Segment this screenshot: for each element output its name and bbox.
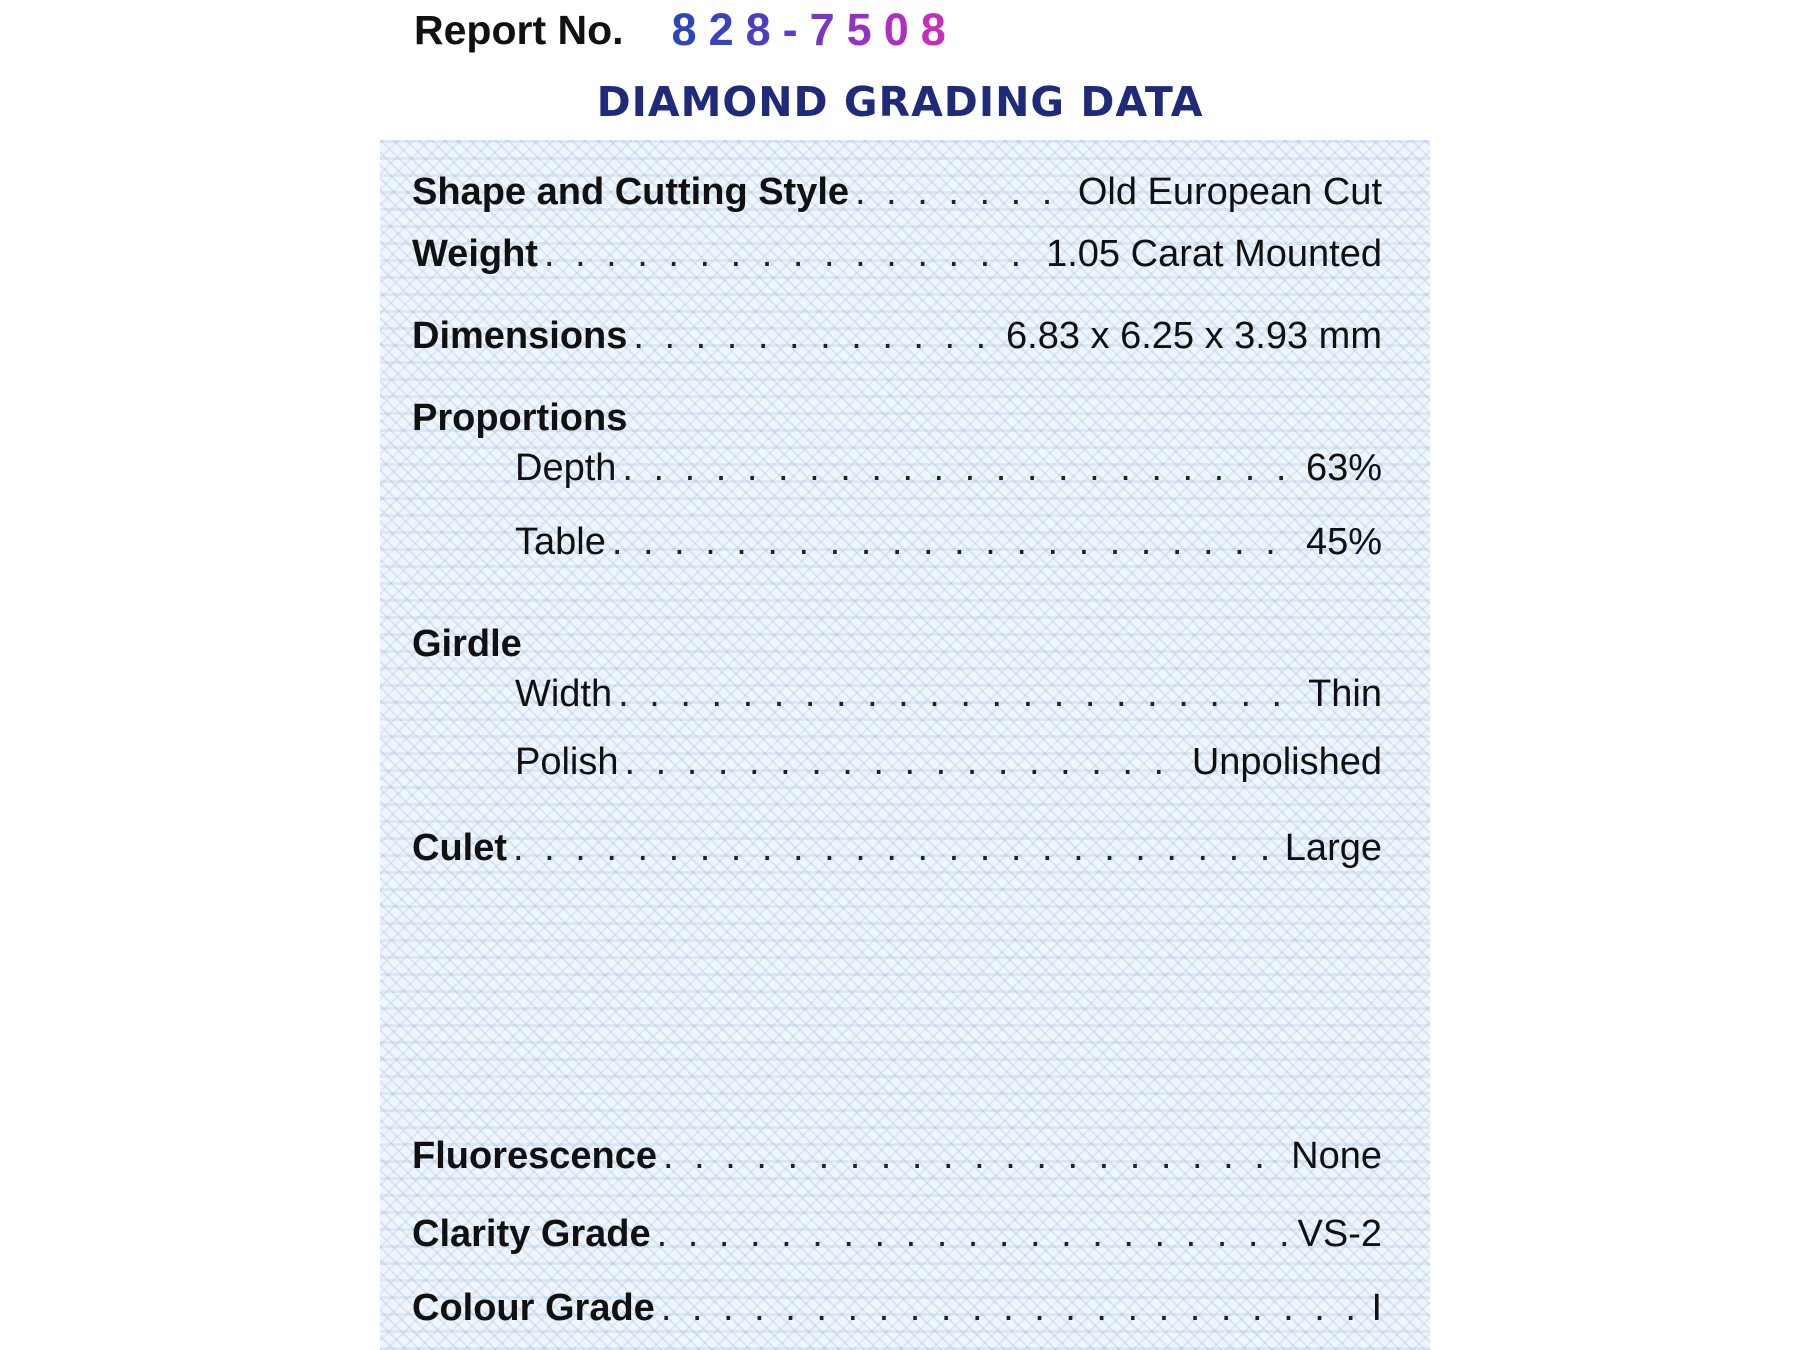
report-digit: - bbox=[782, 4, 810, 55]
report-number-value bbox=[672, 4, 958, 56]
field-label: Table bbox=[515, 521, 606, 563]
field-value: VS-2 bbox=[1297, 1213, 1382, 1255]
field-value: Old European Cut bbox=[1077, 171, 1382, 213]
field-label: Dimensions bbox=[412, 315, 628, 357]
page-title: DIAMOND GRADING DATA bbox=[596, 78, 1204, 126]
field-row-shape bbox=[412, 166, 1382, 218]
field-label: Culet bbox=[412, 827, 507, 869]
field-value: 1.05 Carat Mounted bbox=[1046, 233, 1382, 275]
field-row-clarity bbox=[412, 1208, 1382, 1260]
field-row-width bbox=[412, 668, 1382, 720]
field-label: Width bbox=[515, 673, 613, 715]
leader-dots bbox=[633, 310, 1000, 362]
leader-dots bbox=[855, 166, 1072, 218]
report-digit: 7 bbox=[809, 4, 847, 55]
field-row-dimensions bbox=[412, 310, 1382, 362]
leader-dots bbox=[661, 1282, 1366, 1334]
report-digit: 5 bbox=[846, 4, 884, 55]
field-value: 45% bbox=[1305, 521, 1382, 563]
field-row-table bbox=[412, 516, 1382, 568]
leader-dots bbox=[513, 822, 1279, 874]
leader-dots bbox=[625, 736, 1186, 788]
leader-dots bbox=[544, 228, 1040, 280]
section-heading-girdle: Girdle bbox=[412, 623, 522, 665]
leader-dots bbox=[612, 516, 1300, 568]
section-heading-proportions: Proportions bbox=[412, 397, 628, 439]
field-value: None bbox=[1291, 1135, 1382, 1177]
report-digit: 2 bbox=[708, 4, 746, 55]
report-digit: 8 bbox=[671, 4, 709, 55]
field-value: 63% bbox=[1305, 447, 1382, 489]
field-row-colour bbox=[412, 1282, 1382, 1334]
field-row-fluorescence bbox=[412, 1130, 1382, 1182]
report-digit: 0 bbox=[883, 4, 921, 55]
field-value: I bbox=[1371, 1287, 1382, 1329]
report-digit: 8 bbox=[745, 4, 783, 55]
field-label: Clarity Grade bbox=[412, 1213, 651, 1255]
leader-dots bbox=[657, 1208, 1292, 1260]
field-label: Polish bbox=[515, 741, 619, 783]
field-value: Unpolished bbox=[1191, 741, 1382, 783]
field-row-polish bbox=[412, 736, 1382, 788]
leader-dots bbox=[618, 668, 1302, 720]
field-label: Shape and Cutting Style bbox=[412, 171, 850, 213]
field-label: Depth bbox=[515, 447, 617, 489]
field-row-culet bbox=[412, 822, 1382, 874]
report-number-label: Report No. bbox=[414, 6, 624, 53]
report-digit: 8 bbox=[920, 4, 958, 55]
field-value: 6.83 x 6.25 x 3.93 mm bbox=[1006, 315, 1382, 357]
field-row-depth bbox=[412, 442, 1382, 494]
field-value: Thin bbox=[1308, 673, 1382, 715]
report-number bbox=[414, 2, 958, 58]
leader-dots bbox=[663, 1130, 1285, 1182]
field-label: Colour Grade bbox=[412, 1287, 655, 1329]
field-value: Large bbox=[1284, 827, 1382, 869]
field-row-weight bbox=[412, 228, 1382, 280]
field-label: Fluorescence bbox=[412, 1135, 657, 1177]
leader-dots bbox=[622, 442, 1300, 494]
field-label: Weight bbox=[412, 233, 538, 275]
